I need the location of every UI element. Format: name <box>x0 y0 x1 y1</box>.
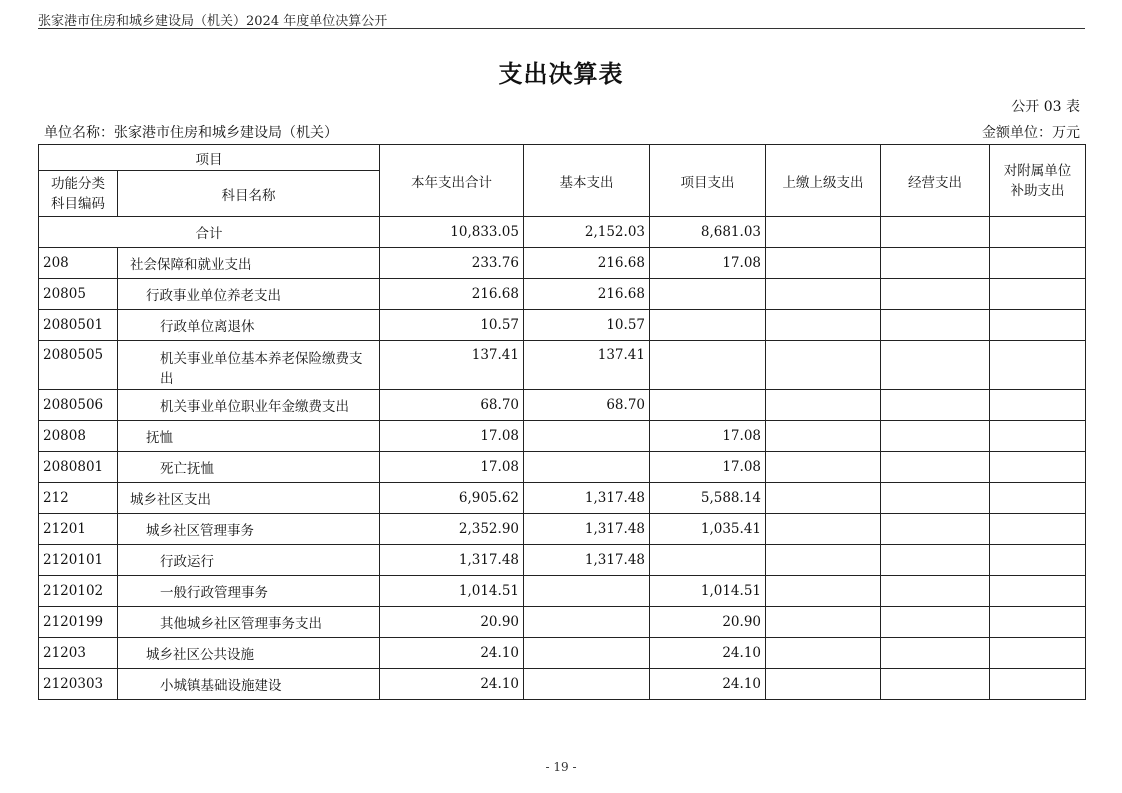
table-row <box>39 576 1086 607</box>
header-total: 本年支出合计 <box>380 145 524 217</box>
table-row <box>39 514 1086 545</box>
project-cell <box>650 341 766 390</box>
header-item: 项目 <box>39 145 380 171</box>
totals-row <box>39 217 1086 248</box>
header-remit: 上缴上级支出 <box>766 145 881 217</box>
subject-name-cell: 社会保障和就业支出 <box>118 248 380 279</box>
basic-cell: 1,317.48 <box>524 514 650 545</box>
subject-name-cell: 小城镇基础设施建设 <box>118 669 380 700</box>
total-cell: 10.57 <box>380 310 524 341</box>
subsidy-cell <box>990 248 1086 279</box>
subject-name-cell: 机关事业单位职业年金缴费支出 <box>118 390 380 421</box>
project-cell: 20.90 <box>650 607 766 638</box>
project-cell: 24.10 <box>650 638 766 669</box>
func-code-cell: 2080505 <box>39 341 118 390</box>
header-project: 项目支出 <box>650 145 766 217</box>
header-subsidy: 对附属单位 补助支出 <box>990 145 1086 217</box>
subsidy-cell <box>990 421 1086 452</box>
subject-name-cell: 死亡抚恤 <box>118 452 380 483</box>
operating-cell <box>881 669 990 700</box>
remit-cell <box>766 421 881 452</box>
header-basic: 基本支出 <box>524 145 650 217</box>
subject-name-cell: 城乡社区支出 <box>118 483 380 514</box>
total-cell: 17.08 <box>380 421 524 452</box>
project-cell: 24.10 <box>650 669 766 700</box>
subsidy-cell <box>990 390 1086 421</box>
totals-subsidy <box>990 217 1086 248</box>
operating-cell <box>881 390 990 421</box>
running-header: 张家港市住房和城乡建设局（机关）2024 年度单位决算公开 <box>38 14 388 29</box>
page-number: - 19 - <box>545 760 577 774</box>
remit-cell <box>766 341 881 390</box>
remit-cell <box>766 390 881 421</box>
basic-cell: 1,317.48 <box>524 483 650 514</box>
project-cell: 17.08 <box>650 421 766 452</box>
unit-name: 单位名称：张家港市住房和城乡建设局（机关） <box>44 125 338 141</box>
total-cell: 137.41 <box>380 341 524 390</box>
subsidy-cell <box>990 576 1086 607</box>
total-cell: 1,014.51 <box>380 576 524 607</box>
basic-cell <box>524 669 650 700</box>
operating-cell <box>881 607 990 638</box>
table-row <box>39 341 1086 390</box>
table-row <box>39 310 1086 341</box>
total-cell: 233.76 <box>380 248 524 279</box>
operating-cell <box>881 638 990 669</box>
operating-cell <box>881 452 990 483</box>
project-cell <box>650 279 766 310</box>
subject-name-cell: 机关事业单位基本养老保险缴费支出 <box>118 341 380 390</box>
subject-name-cell: 行政事业单位养老支出 <box>118 279 380 310</box>
total-cell: 6,905.62 <box>380 483 524 514</box>
operating-cell <box>881 310 990 341</box>
totals-remit <box>766 217 881 248</box>
project-cell: 17.08 <box>650 248 766 279</box>
basic-cell: 216.68 <box>524 279 650 310</box>
basic-cell <box>524 421 650 452</box>
func-code-cell: 2120303 <box>39 669 118 700</box>
func-code-cell: 21203 <box>39 638 118 669</box>
project-cell <box>650 545 766 576</box>
func-code-cell: 2080801 <box>39 452 118 483</box>
table-row <box>39 248 1086 279</box>
remit-cell <box>766 545 881 576</box>
operating-cell <box>881 248 990 279</box>
operating-cell <box>881 483 990 514</box>
operating-cell <box>881 341 990 390</box>
func-code-cell: 2120102 <box>39 576 118 607</box>
subsidy-cell <box>990 483 1086 514</box>
operating-cell <box>881 545 990 576</box>
operating-cell <box>881 576 990 607</box>
expenditure-table <box>38 144 1086 700</box>
subsidy-cell <box>990 341 1086 390</box>
project-cell <box>650 390 766 421</box>
basic-cell: 68.70 <box>524 390 650 421</box>
page-title: 支出决算表 <box>498 60 624 88</box>
subsidy-cell <box>990 310 1086 341</box>
remit-cell <box>766 483 881 514</box>
remit-cell <box>766 310 881 341</box>
total-cell: 2,352.90 <box>380 514 524 545</box>
header-row <box>39 145 1086 171</box>
func-code-cell: 2080501 <box>39 310 118 341</box>
totals-basic: 2,152.03 <box>524 217 650 248</box>
total-cell: 20.90 <box>380 607 524 638</box>
basic-cell: 216.68 <box>524 248 650 279</box>
func-code-cell: 2080506 <box>39 390 118 421</box>
table-row <box>39 421 1086 452</box>
project-cell <box>650 310 766 341</box>
table-row <box>39 669 1086 700</box>
totals-operating <box>881 217 990 248</box>
header-func-code: 功能分类 科目编码 <box>39 171 118 217</box>
basic-cell: 137.41 <box>524 341 650 390</box>
subject-name-cell: 行政运行 <box>118 545 380 576</box>
subsidy-cell <box>990 279 1086 310</box>
remit-cell <box>766 669 881 700</box>
totals-label: 合计 <box>39 217 380 248</box>
project-cell: 1,014.51 <box>650 576 766 607</box>
total-cell: 1,317.48 <box>380 545 524 576</box>
subsidy-cell <box>990 638 1086 669</box>
project-cell: 17.08 <box>650 452 766 483</box>
basic-cell: 1,317.48 <box>524 545 650 576</box>
remit-cell <box>766 576 881 607</box>
totals-total: 10,833.05 <box>380 217 524 248</box>
total-cell: 68.70 <box>380 390 524 421</box>
project-cell: 1,035.41 <box>650 514 766 545</box>
remit-cell <box>766 607 881 638</box>
basic-cell: 10.57 <box>524 310 650 341</box>
subsidy-cell <box>990 545 1086 576</box>
subsidy-cell <box>990 607 1086 638</box>
func-code-cell: 21201 <box>39 514 118 545</box>
subject-name-cell: 城乡社区公共设施 <box>118 638 380 669</box>
operating-cell <box>881 421 990 452</box>
total-cell: 216.68 <box>380 279 524 310</box>
project-cell: 5,588.14 <box>650 483 766 514</box>
basic-cell <box>524 638 650 669</box>
total-cell: 24.10 <box>380 669 524 700</box>
remit-cell <box>766 514 881 545</box>
operating-cell <box>881 514 990 545</box>
subsidy-cell <box>990 514 1086 545</box>
table-row <box>39 638 1086 669</box>
table-row <box>39 545 1086 576</box>
table-row <box>39 607 1086 638</box>
remit-cell <box>766 638 881 669</box>
subject-name-cell: 其他城乡社区管理事务支出 <box>118 607 380 638</box>
basic-cell <box>524 607 650 638</box>
totals-project: 8,681.03 <box>650 217 766 248</box>
table-row <box>39 390 1086 421</box>
header-subject-name: 科目名称 <box>118 171 380 217</box>
basic-cell <box>524 452 650 483</box>
basic-cell <box>524 576 650 607</box>
func-code-cell: 2120199 <box>39 607 118 638</box>
total-cell: 17.08 <box>380 452 524 483</box>
table-row <box>39 279 1086 310</box>
table-row <box>39 452 1086 483</box>
remit-cell <box>766 248 881 279</box>
subject-name-cell: 城乡社区管理事务 <box>118 514 380 545</box>
func-code-cell: 20808 <box>39 421 118 452</box>
func-code-cell: 20805 <box>39 279 118 310</box>
subject-name-cell: 行政单位离退休 <box>118 310 380 341</box>
table-row <box>39 483 1086 514</box>
remit-cell <box>766 279 881 310</box>
header-divider <box>38 28 1085 29</box>
subject-name-cell: 抚恤 <box>118 421 380 452</box>
total-cell: 24.10 <box>380 638 524 669</box>
func-code-cell: 2120101 <box>39 545 118 576</box>
table-number: 公开 03 表 <box>1011 99 1080 115</box>
func-code-cell: 212 <box>39 483 118 514</box>
operating-cell <box>881 279 990 310</box>
header-operating: 经营支出 <box>881 145 990 217</box>
subject-name-cell: 一般行政管理事务 <box>118 576 380 607</box>
amount-unit: 金额单位：万元 <box>982 125 1080 141</box>
subsidy-cell <box>990 669 1086 700</box>
subsidy-cell <box>990 452 1086 483</box>
func-code-cell: 208 <box>39 248 118 279</box>
remit-cell <box>766 452 881 483</box>
